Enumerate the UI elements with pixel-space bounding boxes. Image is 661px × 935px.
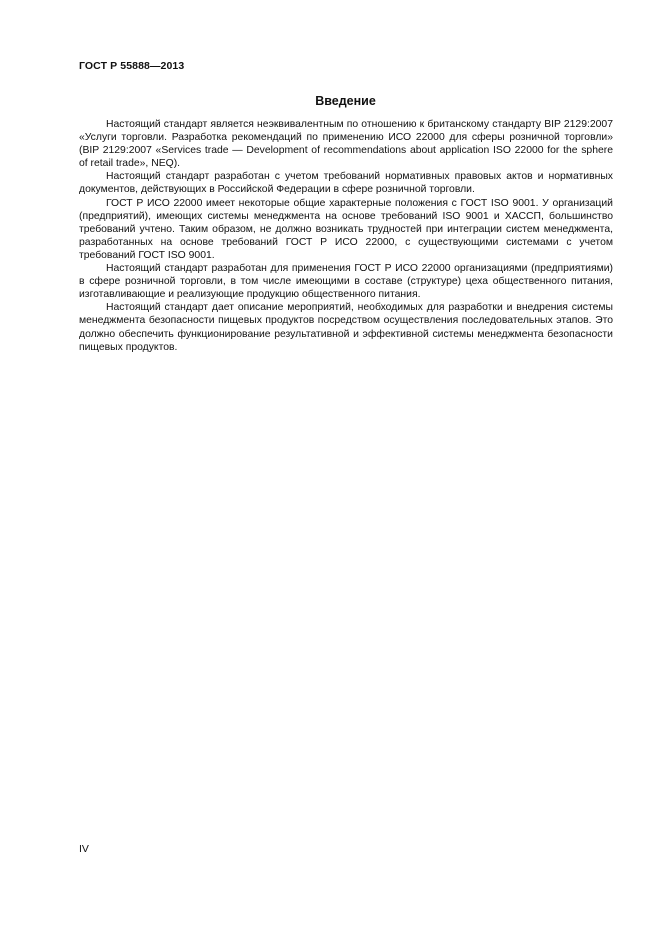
page-number: IV: [79, 843, 89, 855]
paragraph-3: ГОСТ Р ИСО 22000 имеет некоторые общие характерные положения с ГОСТ ISO 9001. У организаций (предприятий), имеющих системы менеджмента на основе требований ISO 9001 и ХАССП, большинство требований учтено. Таким образом, не должно возникать трудностей при интеграции систем менеджмента, разработанных на основе требований ГОСТ Р ИСО 22000, с существующими системами с учетом требований ГОСТ ISO 9001.: [79, 197, 613, 261]
section-title: Введение: [315, 94, 376, 108]
introduction-body: [79, 118, 613, 354]
paragraph-1: Настоящий стандарт является неэквивалентным по отношению к британскому стандарту BIP 2129:2007 «Услуги торговли. Разработка рекомендаций по применению ИСО 22000 для сферы розничной торговли» (BIP 2129:2007 «Services trade — Development of recommendations about application ISO 22000 for the sphere of retail trade», NEQ).: [79, 119, 613, 170]
paragraph-4: Настоящий стандарт разработан для применения ГОСТ Р ИСО 22000 организациями (предприятиями) в сфере розничной торговли, в том числе имеющими в составе (структуре) цеха общественного питания, изготавливающие и реализующие продукцию общественного питания.: [79, 263, 613, 301]
paragraph-2: Настоящий стандарт разработан с учетом требований нормативных правовых актов и нормативных документов, действующих в Российской Федерации в сфере розничной торговли.: [79, 171, 613, 196]
paragraph-5: Настоящий стандарт дает описание мероприятий, необходимых для разработки и внедрения системы менеджмента безопасности пищевых продуктов посредством осуществления последовательных этапов. Это должно обеспечить функционирование результативной и эффективной системы менеджмента безопасности пищевых продуктов.: [79, 302, 613, 353]
document-code: ГОСТ Р 55888—2013: [79, 60, 185, 72]
